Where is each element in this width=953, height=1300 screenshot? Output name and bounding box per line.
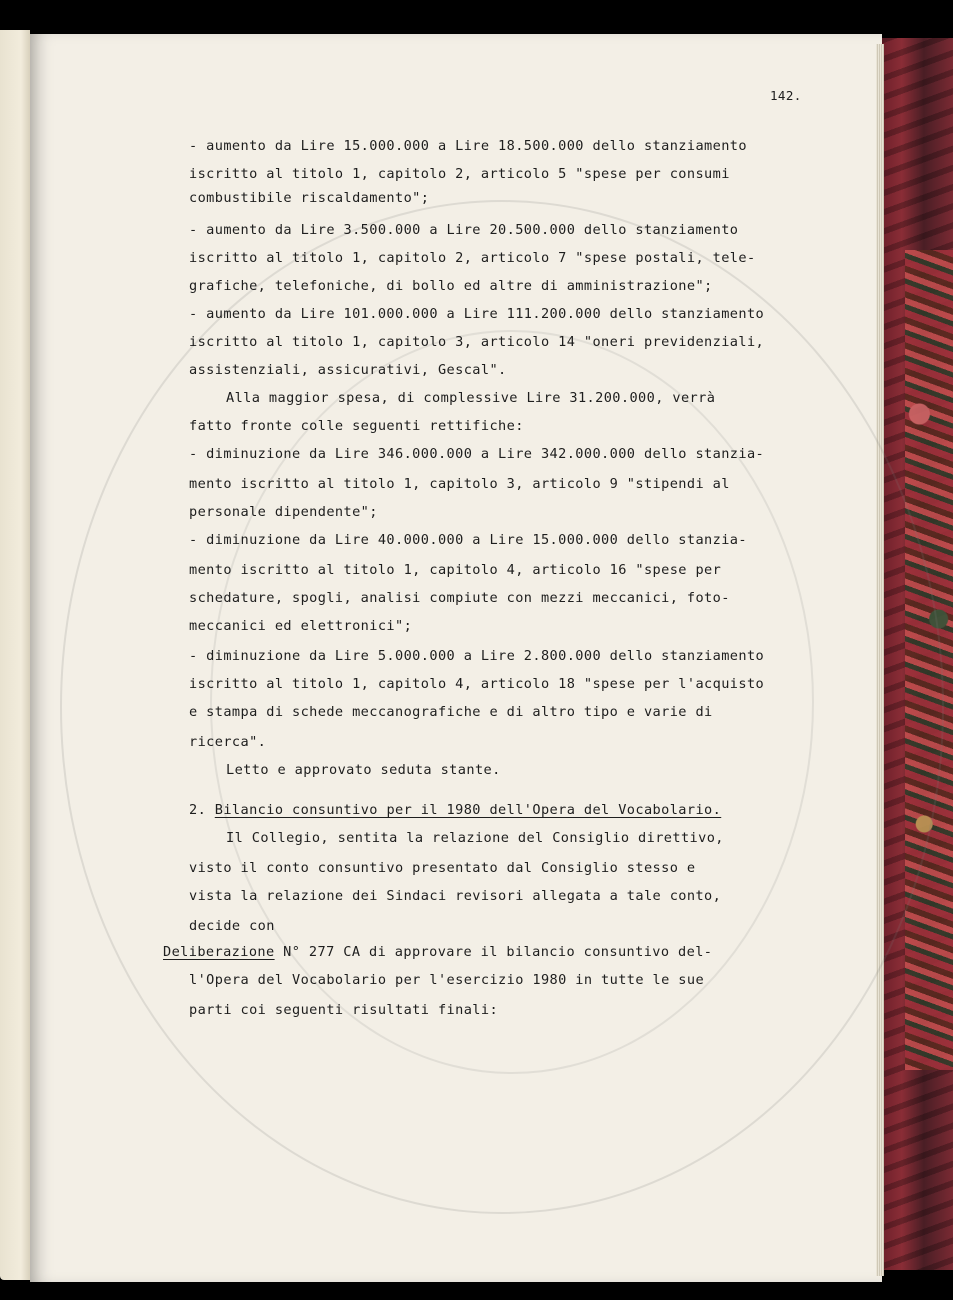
text-line: - aumento da Lire 15.000.000 a Lire 18.500.000 dello stanziamento [189,138,747,154]
text-line: fatto fronte colle seguenti rettifiche: [189,418,524,434]
deliberation-line [163,946,712,960]
text-line: - aumento da Lire 101.000.000 a Lire 111.200.000 dello stanziamento [189,306,765,322]
text-line: l'Opera del Vocabolario per l'esercizio 1980 in tutte le sue [189,972,705,988]
text-line: iscritto al titolo 1, capitolo 4, articolo 18 "spese per l'acquisto [189,676,765,692]
page-stack-edge [876,44,884,1276]
left-page-edge [0,30,30,1280]
text-line: decide con [189,918,275,934]
deliberation-text: N° 277 CA di approvare il bilancio consuntivo del- [274,944,713,960]
text-line: iscritto al titolo 1, capitolo 2, articolo 7 "spese postali, tele- [189,250,756,266]
text-line: Letto e approvato seduta stante. [226,762,501,778]
text-line: iscritto al titolo 1, capitolo 2, articolo 5 "spese per consumi [189,166,730,182]
section-number: 2. [189,802,207,818]
text-line: - diminuzione da Lire 5.000.000 a Lire 2.800.000 dello stanziamento [189,648,765,664]
text-line: visto il conto consuntivo presentato dal Consiglio stesso e [189,860,696,876]
text-line: assistenziali, assicurativi, Gescal". [189,362,507,378]
text-line: iscritto al titolo 1, capitolo 3, articolo 14 "oneri previdenziali, [189,334,765,350]
text-line: - diminuzione da Lire 346.000.000 a Lire 342.000.000 dello stanzia- [189,446,765,462]
text-line: e stampa di schede meccanografiche e di altro tipo e varie di [189,704,713,720]
text-line: ricerca". [189,734,267,750]
text-line: vista la relazione dei Sindaci revisori allegata a tale conto, [189,888,722,904]
text-line: meccanici ed elettronici"; [189,618,413,634]
text-line: - aumento da Lire 3.500.000 a Lire 20.500.000 dello stanziamento [189,222,739,238]
text-line: combustibile riscaldamento"; [189,190,430,206]
section-title: Bilancio consuntivo per il 1980 dell'Opera del Vocabolario. [214,802,722,818]
text-line: mento iscritto al titolo 1, capitolo 3, articolo 9 "stipendi al [189,476,730,492]
text-line: - diminuzione da Lire 40.000.000 a Lire 15.000.000 dello stanzia- [189,532,747,548]
text-line: Alla maggior spesa, di complessive Lire 31.200.000, verrà [226,390,716,406]
deliberation-label: Deliberazione [163,944,275,960]
text-line: grafiche, telefoniche, di bollo ed altre di amministrazione"; [189,278,713,294]
page-number: 142. [770,88,802,103]
text-line: mento iscritto al titolo 1, capitolo 4, articolo 16 "spese per [189,562,722,578]
text-line: personale dipendente"; [189,504,378,520]
text-line: Il Collegio, sentita la relazione del Consiglio direttivo, [226,830,724,846]
section-heading [189,804,721,818]
text-line: parti coi seguenti risultati finali: [189,1002,499,1018]
text-line: schedature, spogli, analisi compiute con mezzi meccanici, foto- [189,590,730,606]
marbled-edge [905,250,953,1070]
